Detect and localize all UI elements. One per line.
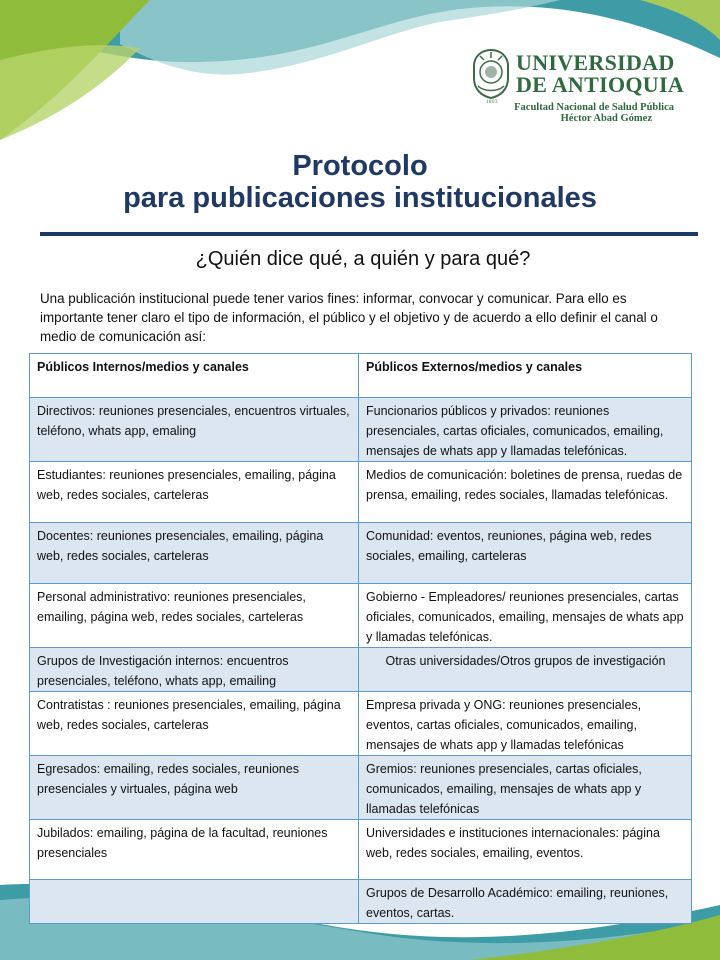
page-title-line2: para publicaciones institucionales [123, 182, 597, 214]
faculty-name-line2: Héctor Abad Gómez [560, 113, 652, 124]
cell-internal: Docentes: reuniones presenciales, emailing, página web, redes sociales, carteleras [30, 523, 359, 584]
university-logo [466, 46, 686, 126]
cell-external: Empresa privada y ONG: reuniones presenciales, eventos, cartas oficiales, comunicados, emailing, mensajes de whats app y llamadas telefónicas [359, 692, 692, 756]
table-row [30, 462, 692, 523]
cell-external: Comunidad: eventos, reuniones, página web, redes sociales, emailing, carteleras [359, 523, 692, 584]
cell-internal: Grupos de Investigación internos: encuentros presenciales, teléfono, whats app, emailing [30, 648, 359, 692]
section-question: ¿Quién dice qué, a quién y para qué? [195, 248, 531, 270]
cell-internal: Personal administrativo: reuniones presenciales, emailing, página web, redes sociales, carteleras [30, 584, 359, 648]
page-title-line1: Protocolo [292, 150, 428, 182]
table-row [30, 584, 692, 648]
cell-internal: Estudiantes: reuniones presenciales, emailing, página web, redes sociales, carteleras [30, 462, 359, 523]
header-external: Públicos Externos/medios y canales [359, 354, 692, 398]
faculty-name-line1: Facultad Nacional de Salud Pública [514, 102, 674, 113]
cell-internal [30, 880, 359, 924]
table-row [30, 692, 692, 756]
seal-caption: 1803 [486, 100, 498, 105]
cell-internal: Contratistas : reuniones presenciales, emailing, página web, redes sociales, carteleras [30, 692, 359, 756]
table-row [30, 523, 692, 584]
cell-external: Universidades e instituciones internacionales: página web, redes sociales, emailing, eventos. [359, 820, 692, 880]
table-row [30, 398, 692, 462]
cell-external: Gremios: reuniones presenciales, cartas oficiales, comunicados, emailing, mensajes de whats app y llamadas telefónicas [359, 756, 692, 820]
cell-internal: Egresados: emailing, redes sociales, reuniones presenciales y virtuales, página web [30, 756, 359, 820]
cell-internal: Jubilados: emailing, página de la facultad, reuniones presenciales [30, 820, 359, 880]
table-row [30, 756, 692, 820]
table-row [30, 648, 692, 692]
cell-external: Gobierno - Empleadores/ reuniones presenciales, cartas oficiales, comunicados, emailing, mensajes de whats app y llamadas telefónicas. [359, 584, 692, 648]
cell-external: Otras universidades/Otros grupos de investigación [359, 648, 692, 692]
university-seal-icon [470, 48, 512, 100]
table-row [30, 880, 692, 924]
table-row [30, 820, 692, 880]
university-name-line1: UNIVERSIDAD [516, 50, 675, 75]
title-divider [40, 232, 698, 236]
audiences-table [29, 353, 692, 924]
table-header-row [30, 354, 692, 398]
university-name-line2: DE ANTIOQUIA [516, 72, 685, 97]
top-green-band [0, 45, 140, 140]
cell-external: Funcionarios públicos y privados: reuniones presenciales, cartas oficiales, comunicados, emailing, mensajes de whats app y llamadas telefónicas. [359, 398, 692, 462]
header-internal: Públicos Internos/medios y canales [30, 354, 359, 398]
cell-external: Medios de comunicación: boletines de prensa, ruedas de prensa, emailing, redes sociales, llamadas telefónicas. [359, 462, 692, 523]
cell-external: Grupos de Desarrollo Académico: emailing, reuniones, eventos, cartas. [359, 880, 692, 924]
cell-internal: Directivos: reuniones presenciales, encuentros virtuales, teléfono, whats app, emaling [30, 398, 359, 462]
intro-paragraph: Una publicación institucional puede tener varios fines: informar, convocar y comunicar. Para ello es importante tener claro el tipo de información, el público y el objetivo y de acuerdo a ello definir el canal o medio de comunicación así: [40, 291, 658, 344]
